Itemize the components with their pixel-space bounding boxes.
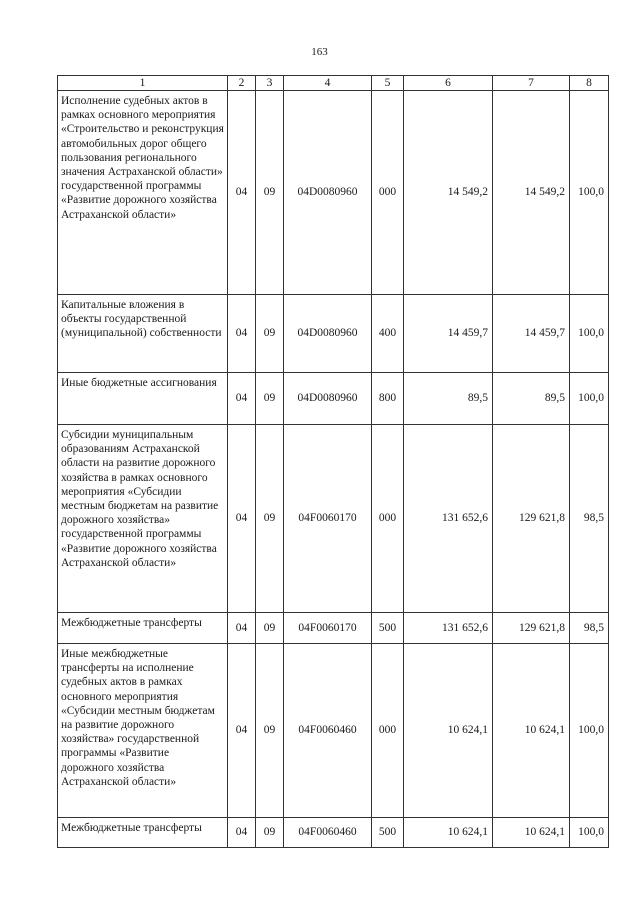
row-name: Капитальные вложения в объекты государственной (муниципальной) собственности (58, 295, 228, 373)
subsection-code: 09 (256, 91, 284, 295)
row-name: Межбюджетные трансферты (58, 613, 228, 644)
section-code: 04 (228, 818, 256, 848)
target-article-code: 04D0080960 (284, 91, 372, 295)
table-row (58, 91, 609, 295)
execution-percent: 98,5 (570, 425, 609, 613)
execution-percent: 98,5 (570, 613, 609, 644)
subsection-code: 09 (256, 818, 284, 848)
row-name: Межбюджетные трансферты (58, 818, 228, 848)
table-row (58, 373, 609, 425)
expense-type-code: 500 (372, 818, 404, 848)
column-header-4: 4 (284, 76, 372, 91)
column-header-5: 5 (372, 76, 404, 91)
executed-amount: 129 621,8 (493, 613, 570, 644)
expense-type-code: 500 (372, 613, 404, 644)
column-header-8: 8 (570, 76, 609, 91)
planned-amount: 89,5 (404, 373, 493, 425)
row-name: Исполнение судебных актов в рамках основного мероприятия «Строительство и реконструкция автомобильных дорог общего пользования регионального значения Астраханской области» государственной программы «Развитие дорожного хозяйства Астраханской области» (58, 91, 228, 295)
execution-percent: 100,0 (570, 644, 609, 818)
subsection-code: 09 (256, 425, 284, 613)
row-name: Иные межбюджетные трансферты на исполнение судебных актов в рамках основного мероприятия «Субсидии местным бюджетам на развитие дорожного хозяйства» государственной программы «Развитие дорожного хозяйства Астраханской области» (58, 644, 228, 818)
expense-type-code: 800 (372, 373, 404, 425)
table-row (58, 295, 609, 373)
executed-amount: 10 624,1 (493, 644, 570, 818)
section-code: 04 (228, 613, 256, 644)
planned-amount: 10 624,1 (404, 818, 493, 848)
target-article-code: 04F0060170 (284, 613, 372, 644)
subsection-code: 09 (256, 613, 284, 644)
column-header-6: 6 (404, 76, 493, 91)
column-header-2: 2 (228, 76, 256, 91)
subsection-code: 09 (256, 373, 284, 425)
table-row (58, 644, 609, 818)
section-code: 04 (228, 295, 256, 373)
section-code: 04 (228, 373, 256, 425)
planned-amount: 14 549,2 (404, 91, 493, 295)
column-header-1: 1 (58, 76, 228, 91)
executed-amount: 89,5 (493, 373, 570, 425)
expense-type-code: 000 (372, 644, 404, 818)
planned-amount: 10 624,1 (404, 644, 493, 818)
row-name: Субсидии муниципальным образованиям Астраханской области на развитие дорожного хозяйства в рамках основного мероприятия «Субсидии местным бюджетам на развитие дорожного хозяйства» государственной программы «Развитие дорожного хозяйства Астраханской области» (58, 425, 228, 613)
execution-percent: 100,0 (570, 818, 609, 848)
target-article-code: 04F0060460 (284, 818, 372, 848)
section-code: 04 (228, 91, 256, 295)
execution-percent: 100,0 (570, 373, 609, 425)
column-header-3: 3 (256, 76, 284, 91)
expense-type-code: 000 (372, 425, 404, 613)
planned-amount: 14 459,7 (404, 295, 493, 373)
executed-amount: 10 624,1 (493, 818, 570, 848)
executed-amount: 129 621,8 (493, 425, 570, 613)
executed-amount: 14 549,2 (493, 91, 570, 295)
table-row (58, 818, 609, 848)
section-code: 04 (228, 425, 256, 613)
target-article-code: 04D0080960 (284, 373, 372, 425)
target-article-code: 04F0060170 (284, 425, 372, 613)
planned-amount: 131 652,6 (404, 425, 493, 613)
budget-table (57, 75, 609, 848)
column-header-7: 7 (493, 76, 570, 91)
executed-amount: 14 459,7 (493, 295, 570, 373)
table-row (58, 425, 609, 613)
section-code: 04 (228, 644, 256, 818)
target-article-code: 04D0080960 (284, 295, 372, 373)
execution-percent: 100,0 (570, 295, 609, 373)
target-article-code: 04F0060460 (284, 644, 372, 818)
expense-type-code: 000 (372, 91, 404, 295)
subsection-code: 09 (256, 644, 284, 818)
header-row (58, 76, 609, 91)
expense-type-code: 400 (372, 295, 404, 373)
execution-percent: 100,0 (570, 91, 609, 295)
table-row (58, 613, 609, 644)
row-name: Иные бюджетные ассигнования (58, 373, 228, 425)
page-number: 163 (311, 46, 328, 58)
planned-amount: 131 652,6 (404, 613, 493, 644)
subsection-code: 09 (256, 295, 284, 373)
